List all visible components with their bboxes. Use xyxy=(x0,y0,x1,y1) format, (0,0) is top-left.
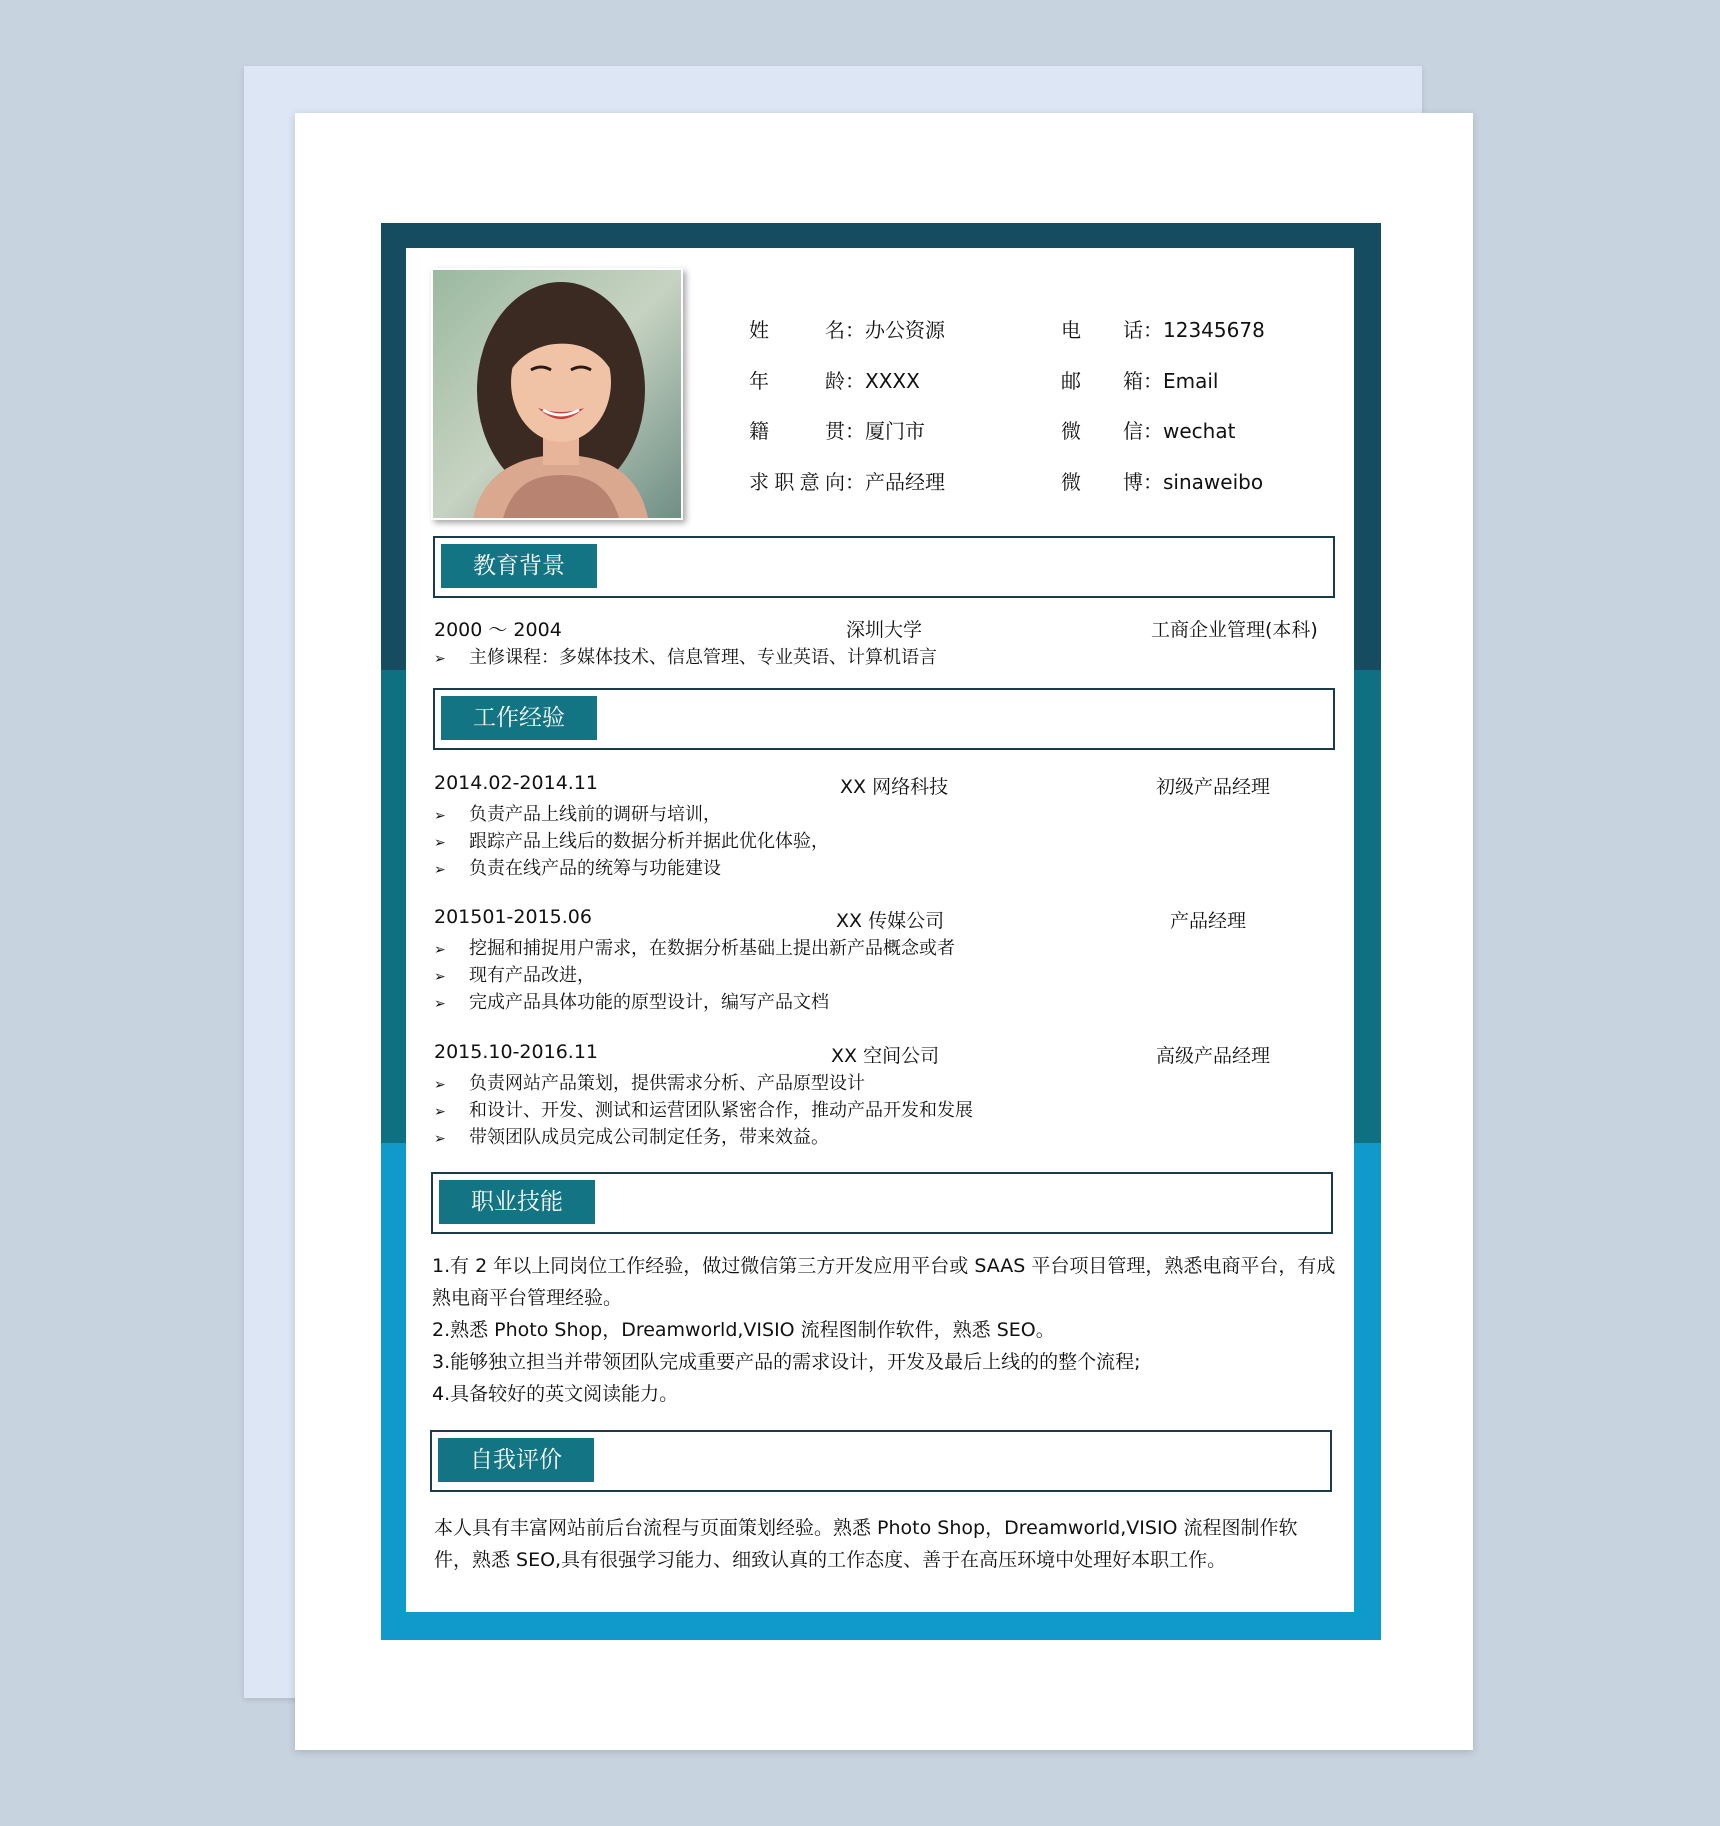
name-row: 姓 名：办公资源 xyxy=(749,318,945,342)
job-duty: ➢ 完成产品具体功能的原型设计，编写产品文档 xyxy=(434,992,829,1013)
bullet-arrow-icon: ➢ xyxy=(434,996,446,1012)
education-courses: ➢ 主修课程：多媒体技术、信息管理、专业英语、计算机语言 xyxy=(434,647,937,668)
phone-row: 电 话：12345678 xyxy=(1061,318,1265,342)
job-position: 初级产品经理 xyxy=(1156,776,1271,798)
age-value: XXXX xyxy=(865,369,920,393)
email-value: Email xyxy=(1163,369,1219,393)
job-duty: ➢ 和设计、开发、测试和运营团队紧密合作，推动产品开发和发展 xyxy=(434,1100,973,1121)
phone-value: 12345678 xyxy=(1163,318,1265,342)
skill-item: 4.具备较好的英文阅读能力。 xyxy=(432,1383,679,1405)
job-duty: ➢ 负责网站产品策划，提供需求分析、产品原型设计 xyxy=(434,1073,865,1094)
weibo-value: sinaweibo xyxy=(1163,470,1264,494)
job-company: XX 空间公司 xyxy=(831,1045,940,1067)
origin-row: 籍 贯：厦门市 xyxy=(749,419,925,443)
self-eval-section-header xyxy=(430,1430,1332,1492)
self-eval-text: 本人具有丰富网站前后台流程与页面策划经验。熟悉 Photo Shop，Dreamworld,VISIO 流程图制作软件，熟悉 SEO,具有很强学习能力、细致认真的工作态度、善于在高压环境中处理好本职工作。 xyxy=(434,1517,1298,1571)
self-eval-title: 自我评价 xyxy=(438,1438,594,1482)
bullet-arrow-icon: ➢ xyxy=(434,651,446,667)
bullet-arrow-icon: ➢ xyxy=(434,862,446,878)
wechat-row: 微 信：wechat xyxy=(1061,419,1236,443)
job-company: XX 传媒公司 xyxy=(836,910,945,932)
bullet-arrow-icon: ➢ xyxy=(434,1077,446,1093)
bullet-arrow-icon: ➢ xyxy=(434,1104,446,1120)
education-section-header xyxy=(433,536,1335,598)
skills-title: 职业技能 xyxy=(439,1180,595,1224)
work-section-header xyxy=(433,688,1335,750)
bullet-arrow-icon: ➢ xyxy=(434,1131,446,1147)
weibo-row: 微 博：sinaweibo xyxy=(1061,470,1264,494)
job-duty: ➢ 跟踪产品上线后的数据分析并据此优化体验， xyxy=(434,831,829,852)
profile-photo xyxy=(431,268,683,520)
education-title: 教育背景 xyxy=(441,544,597,588)
skills-section-header xyxy=(431,1172,1333,1234)
intent-row: 求职意向：产品经理 xyxy=(749,470,945,494)
job-company: XX 网络科技 xyxy=(840,776,949,798)
job-period: 2015.10-2016.11 xyxy=(434,1041,598,1063)
bullet-arrow-icon: ➢ xyxy=(434,969,446,985)
job-period: 2014.02-2014.11 xyxy=(434,772,598,794)
job-position: 高级产品经理 xyxy=(1156,1045,1271,1067)
job-position: 产品经理 xyxy=(1170,910,1247,932)
wechat-value: wechat xyxy=(1163,419,1236,443)
job-duty: ➢ 负责在线产品的统筹与功能建设 xyxy=(434,858,721,879)
bullet-arrow-icon: ➢ xyxy=(434,808,446,824)
education-period: 2000 ～ 2004 xyxy=(434,619,562,641)
bullet-arrow-icon: ➢ xyxy=(434,835,446,851)
portrait-image xyxy=(433,270,681,518)
intent-value: 产品经理 xyxy=(865,470,945,494)
skill-item: 2.熟悉 Photo Shop，Dreamworld,VISIO 流程图制作软件，熟悉 SEO。 xyxy=(432,1319,1055,1341)
name-value: 办公资源 xyxy=(865,318,945,342)
skill-item: 1.有 2 年以上同岗位工作经验，做过微信第三方开发应用平台或 SAAS 平台项目管理，熟悉电商平台，有成熟电商平台管理经验。 xyxy=(432,1255,1336,1309)
education-school: 深圳大学 xyxy=(846,619,923,641)
work-title: 工作经验 xyxy=(441,696,597,740)
job-period: 201501-2015.06 xyxy=(434,906,592,928)
skill-item: 3.能够独立担当并带领团队完成重要产品的需求设计，开发及最后上线的的整个流程; xyxy=(432,1351,1141,1373)
job-duty: ➢ 现有产品改进， xyxy=(434,965,595,986)
job-duty: ➢ 挖掘和捕捉用户需求，在数据分析基础上提出新产品概念或者 xyxy=(434,938,955,959)
skills-list xyxy=(432,1250,1342,1410)
job-duty: ➢ 负责产品上线前的调研与培训， xyxy=(434,804,721,825)
job-duty: ➢ 带领团队成员完成公司制定任务，带来效益。 xyxy=(434,1127,829,1148)
email-row: 邮 箱：Email xyxy=(1061,369,1219,393)
origin-value: 厦门市 xyxy=(865,419,925,443)
education-major: 工商企业管理(本科) xyxy=(1151,619,1318,641)
bullet-arrow-icon: ➢ xyxy=(434,942,446,958)
age-row: 年 龄：XXXX xyxy=(749,369,920,393)
